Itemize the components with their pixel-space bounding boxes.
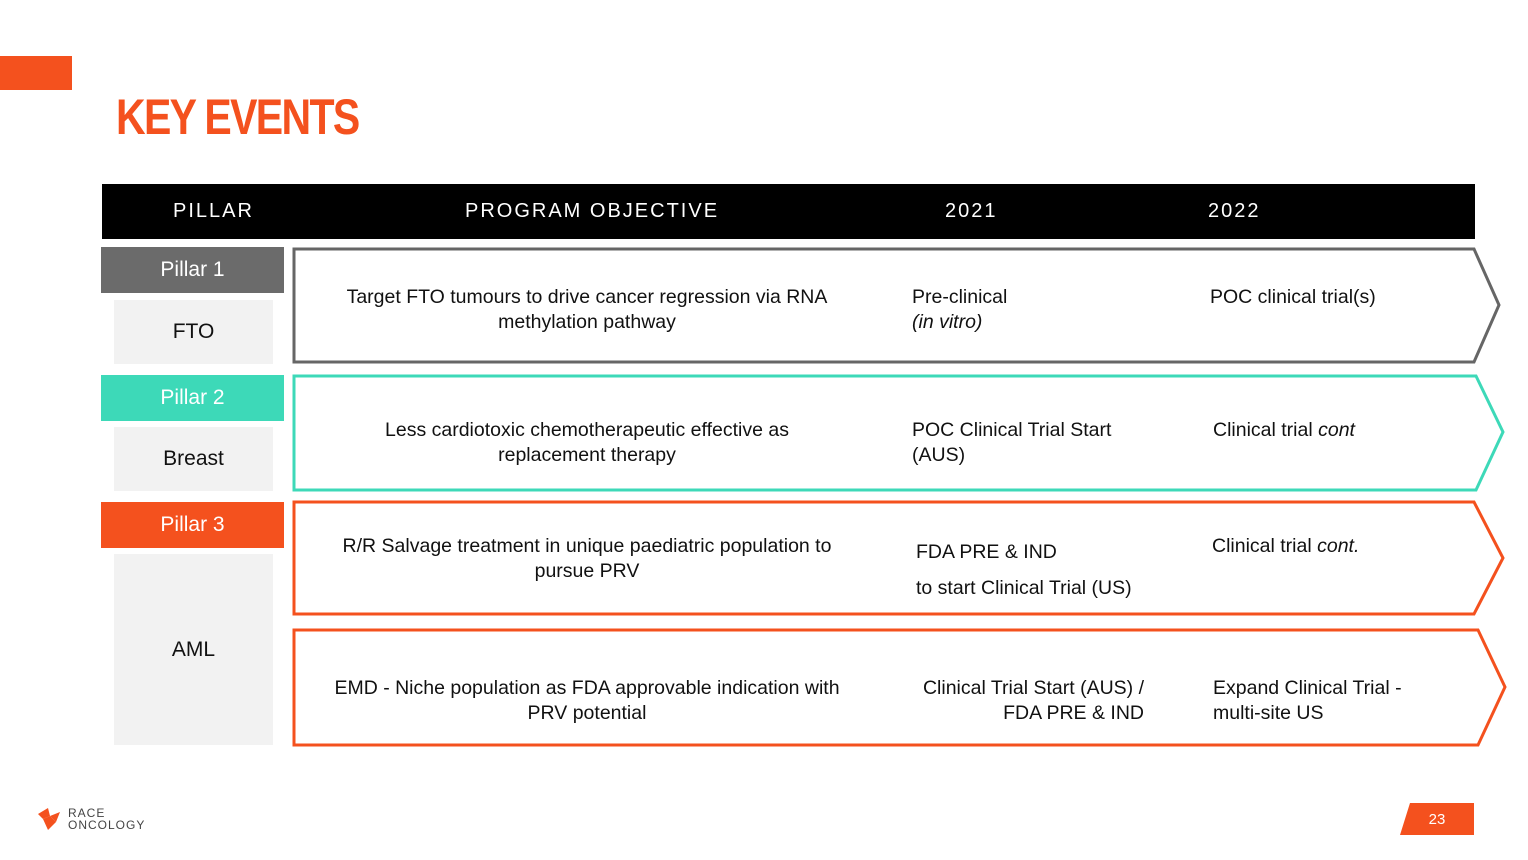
- header-objective: PROGRAM OBJECTIVE: [465, 200, 720, 222]
- row-objective: R/R Salvage treatment in unique paediatric population to pursue PRV: [342, 535, 832, 582]
- pillar-2-name: Breast: [114, 427, 273, 491]
- pillar-3-name: AML: [114, 554, 273, 745]
- page-title: KEY EVENTS: [116, 89, 359, 145]
- pillar-2-tag: Pillar 2: [101, 375, 284, 421]
- row-objective: Target FTO tumours to drive cancer regression via RNA methylation pathway: [346, 286, 828, 333]
- header-2021: 2021: [945, 200, 998, 222]
- row-2022-milestone: Expand Clinical Trial - multi-site US: [1213, 677, 1402, 724]
- pillar-1-tag: Pillar 1: [101, 247, 284, 293]
- objective-row-breast: [292, 374, 1508, 492]
- objective-row-fto: [292, 247, 1508, 364]
- row-2022-milestone: POC clinical trial(s): [1210, 286, 1376, 308]
- accent-bar: [0, 56, 72, 90]
- page-number-badge: [1400, 803, 1474, 835]
- objective-row-aml-emd: [292, 628, 1508, 747]
- row-2021-milestone: FDA PRE & IND to start Clinical Trial (US): [916, 541, 1132, 599]
- row-objective: Less cardiotoxic chemotherapeutic effective as replacement therapy: [385, 419, 789, 466]
- company-logo: [36, 806, 145, 832]
- page-number: 23: [1428, 810, 1446, 828]
- table-header: [102, 184, 1475, 239]
- header-pillar: PILLAR: [173, 200, 254, 222]
- logo-line-1: RACE: [68, 806, 106, 820]
- pillar-3-tag: Pillar 3: [101, 502, 284, 548]
- pillar-1-name: FTO: [114, 300, 273, 364]
- row-2022-milestone: Clinical trial cont.: [1212, 535, 1360, 557]
- race-oncology-logo-icon: [36, 806, 62, 832]
- header-2022: 2022: [1208, 200, 1261, 222]
- row-2021-milestone: Clinical Trial Start (AUS) / FDA PRE & IND: [922, 677, 1144, 724]
- row-2022-milestone: Clinical trial cont: [1213, 419, 1355, 441]
- objective-row-aml-rr: [292, 500, 1508, 616]
- row-objective: EMD - Niche population as FDA approvable indication with PRV potential: [334, 677, 840, 724]
- row-2021-milestone: POC Clinical Trial Start (AUS): [912, 419, 1112, 466]
- logo-line-2: ONCOLOGY: [68, 818, 146, 832]
- row-2021-milestone: Pre-clinical (in vitro): [912, 286, 1008, 333]
